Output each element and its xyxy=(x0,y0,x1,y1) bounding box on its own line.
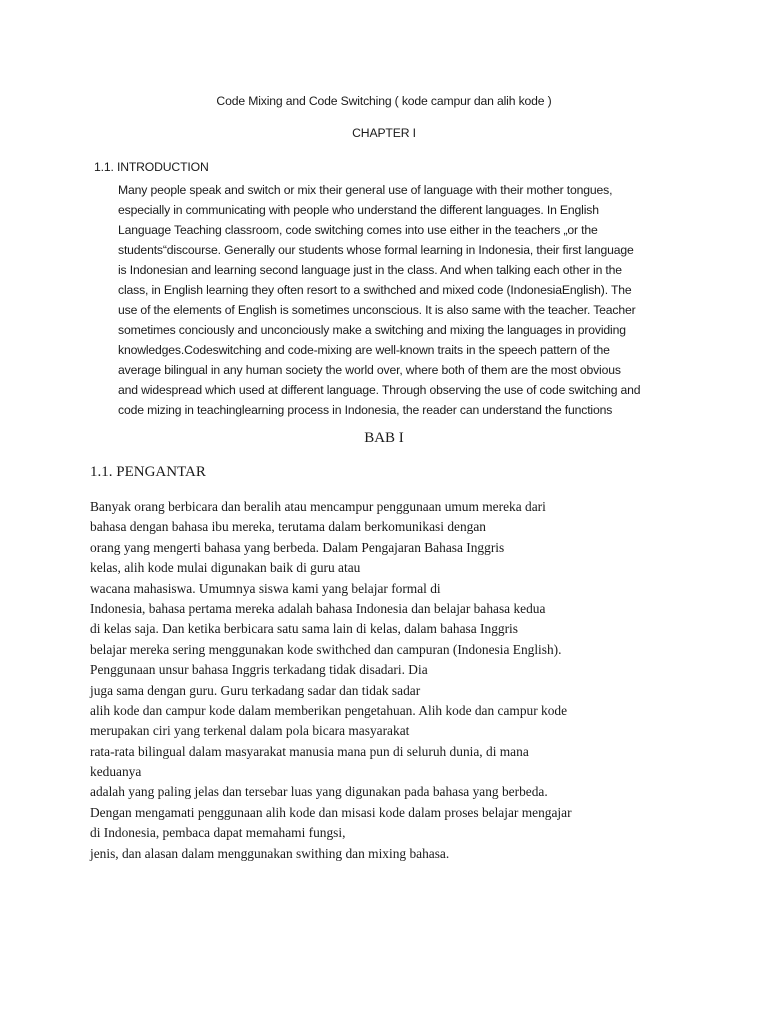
paragraph-line: di Indonesia, pembaca dapat memahami fungsi, xyxy=(90,825,346,841)
document-title: Code Mixing and Code Switching ( kode campur dan alih kode ) xyxy=(216,94,552,108)
paragraph-line: especially in communicating with people who understand the different languages. In English xyxy=(118,203,599,217)
paragraph-line: jenis, dan alasan dalam menggunakan swithing dan mixing bahasa. xyxy=(90,845,450,861)
paragraph-line: alih kode dan campur kode dalam memberikan pengetahuan. Alih kode dan campur kode xyxy=(90,702,568,718)
paragraph-line: use of the elements of English is sometimes unconscious. It is also same with the teacher. Teacher xyxy=(118,303,636,317)
paragraph-line: class, in English learning they often resort to a swithched and mixed code (IndonesiaEnglish). The xyxy=(118,283,632,297)
paragraph-line: and widespread which used at different language. Through observing the use of code switching and xyxy=(118,383,641,397)
paragraph-line: Many people speak and switch or mix their general use of language with their mother tongues, xyxy=(118,183,613,197)
paragraph-line: kelas, alih kode mulai digunakan baik di guru atau xyxy=(90,560,361,576)
paragraph-line: rata-rata bilingual dalam masyarakat manusia mana pun di seluruh dunia, di mana xyxy=(90,743,529,759)
pengantar-paragraph xyxy=(90,497,680,864)
paragraph-line: keduanya xyxy=(90,764,142,780)
pengantar-heading: 1.1. PENGANTAR xyxy=(90,464,206,480)
paragraph-line: Penggunaan unsur bahasa Inggris terkadang tidak disadari. Dia xyxy=(90,662,428,678)
paragraph-line: Dengan mengamati penggunaan alih kode dan misasi kode dalam proses belajar mengajar xyxy=(90,804,572,820)
paragraph-line: average bilingual in any human society the world over, where both of them are the most obvious xyxy=(118,363,621,377)
paragraph-line: sometimes conciously and unconciously make a switching and mixing the languages in providing xyxy=(118,323,626,337)
paragraph-line: merupakan ciri yang terkenal dalam pola bicara masyarakat xyxy=(90,723,410,739)
paragraph-line: students“discourse. Generally our students whose formal learning in Indonesia, their first language xyxy=(118,243,634,257)
paragraph-line: knowledges.Codeswitching and code-mixing are well-known traits in the speech pattern of the xyxy=(118,343,610,357)
paragraph-line: code mizing in teachinglearning process in Indonesia, the reader can understand the functions xyxy=(118,403,613,417)
paragraph-line: orang yang mengerti bahasa yang berbeda. Dalam Pengajaran Bahasa Inggris xyxy=(90,539,505,555)
paragraph-line: Banyak orang berbicara dan beralih atau mencampur penggunaan umum mereka dari xyxy=(90,499,546,514)
introduction-heading: 1.1. INTRODUCTION xyxy=(94,160,209,174)
paragraph-line: Language Teaching classroom, code switching comes into use either in the teachers „or the xyxy=(118,223,598,237)
paragraph-line: wacana mahasiswa. Umumnya siswa kami yang belajar formal di xyxy=(90,580,441,596)
paragraph-line: juga sama dengan guru. Guru terkadang sadar dan tidak sadar xyxy=(90,682,421,698)
paragraph-line: adalah yang paling jelas dan tersebar luas yang digunakan pada bahasa yang berbeda. xyxy=(90,784,548,800)
paragraph-line: belajar mereka sering menggunakan kode swithched dan campuran (Indonesia English). xyxy=(90,641,562,657)
paragraph-line: bahasa dengan bahasa ibu mereka, terutama dalam berkomunikasi dengan xyxy=(90,519,486,535)
bab-heading: BAB I xyxy=(364,430,404,446)
paragraph-line: di kelas saja. Dan ketika berbicara satu sama lain di kelas, dalam bahasa Inggris xyxy=(90,621,518,637)
paragraph-line: Indonesia, bahasa pertama mereka adalah bahasa Indonesia dan belajar bahasa kedua xyxy=(90,600,546,616)
paragraph-line: is Indonesian and learning second language just in the class. And when talking each other in the xyxy=(118,263,622,277)
introduction-paragraph xyxy=(118,180,688,420)
chapter-heading: CHAPTER I xyxy=(352,126,416,140)
